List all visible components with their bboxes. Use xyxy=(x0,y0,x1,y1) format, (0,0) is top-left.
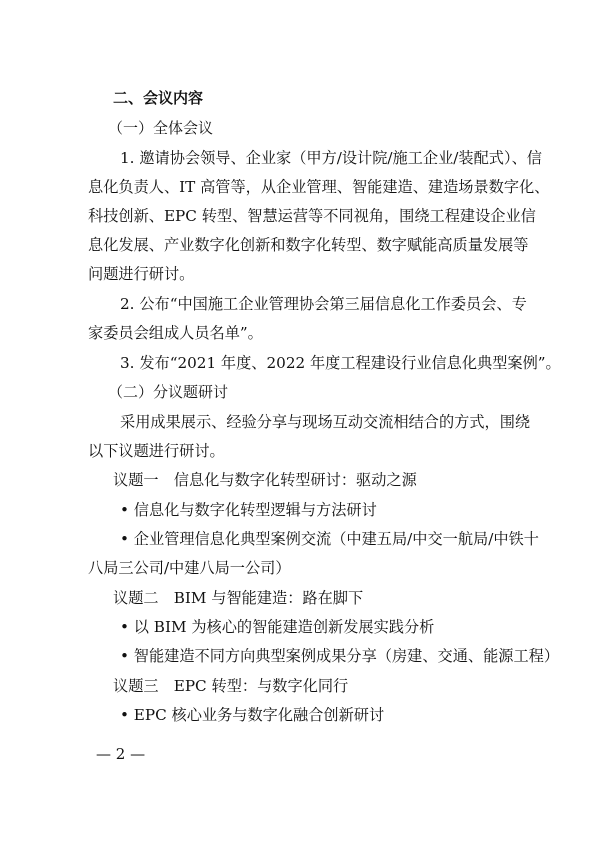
paragraph-line: 1. 邀请协会领导、企业家（甲方/设计院/施工企业/装配式）、信 xyxy=(120,149,542,167)
page-number: — 2 — xyxy=(96,745,146,763)
bullet-item: • 企业管理信息化典型案例交流（中建五局/中交一航局/中铁十 xyxy=(120,530,539,548)
bullet-item: • EPC 核心业务与数字化融合创新研讨 xyxy=(120,706,385,724)
bullet-item: • 信息化与数字化转型逻辑与方法研讨 xyxy=(120,501,377,519)
paragraph-line: 2. 公布“中国施工企业管理协会第三届信息化工作委员会、专 xyxy=(120,295,527,313)
bullet-item: • 以 BIM 为核心的智能建造创新发展实践分析 xyxy=(120,618,435,636)
subsection-title-plenary: （一）全体会议 xyxy=(108,119,214,137)
paragraph-line: 息化发展、产业数字化创新和数字化转型、数字赋能高质量发展等 xyxy=(88,236,529,254)
paragraph-line: 以下议题进行研讨。 xyxy=(88,442,225,460)
subsection-title-breakout: （二）分议题研讨 xyxy=(108,383,229,401)
paragraph-line: 息化负责人、IT 高管等，从企业管理、智能建造、建造场景数字化、 xyxy=(88,178,550,196)
bullet-item: • 智能建造不同方向典型案例成果分享（房建、交通、能源工程） xyxy=(120,647,560,665)
section-title: 二、会议内容 xyxy=(113,89,204,107)
topic-title: 议题一 信息化与数字化转型研讨：驱动之源 xyxy=(113,471,417,489)
paragraph-line: 问题进行研讨。 xyxy=(88,265,195,283)
topic-title: 议题二 BIM 与智能建造：路在脚下 xyxy=(113,589,364,607)
paragraph-line: 家委员会组成人员名单”。 xyxy=(88,324,263,342)
paragraph-line: 采用成果展示、经验分享与现场互动交流相结合的方式，围绕 xyxy=(120,413,531,431)
bullet-item-continuation: 八局三公司/中建八局一公司） xyxy=(88,559,291,577)
topic-title: 议题三 EPC 转型：与数字化同行 xyxy=(113,677,349,695)
paragraph-line: 科技创新、EPC 转型、智慧运营等不同视角，围绕工程建设企业信 xyxy=(88,207,536,225)
paragraph-line: 3. 发布“2021 年度、2022 年度工程建设行业信息化典型案例”。 xyxy=(120,354,561,372)
